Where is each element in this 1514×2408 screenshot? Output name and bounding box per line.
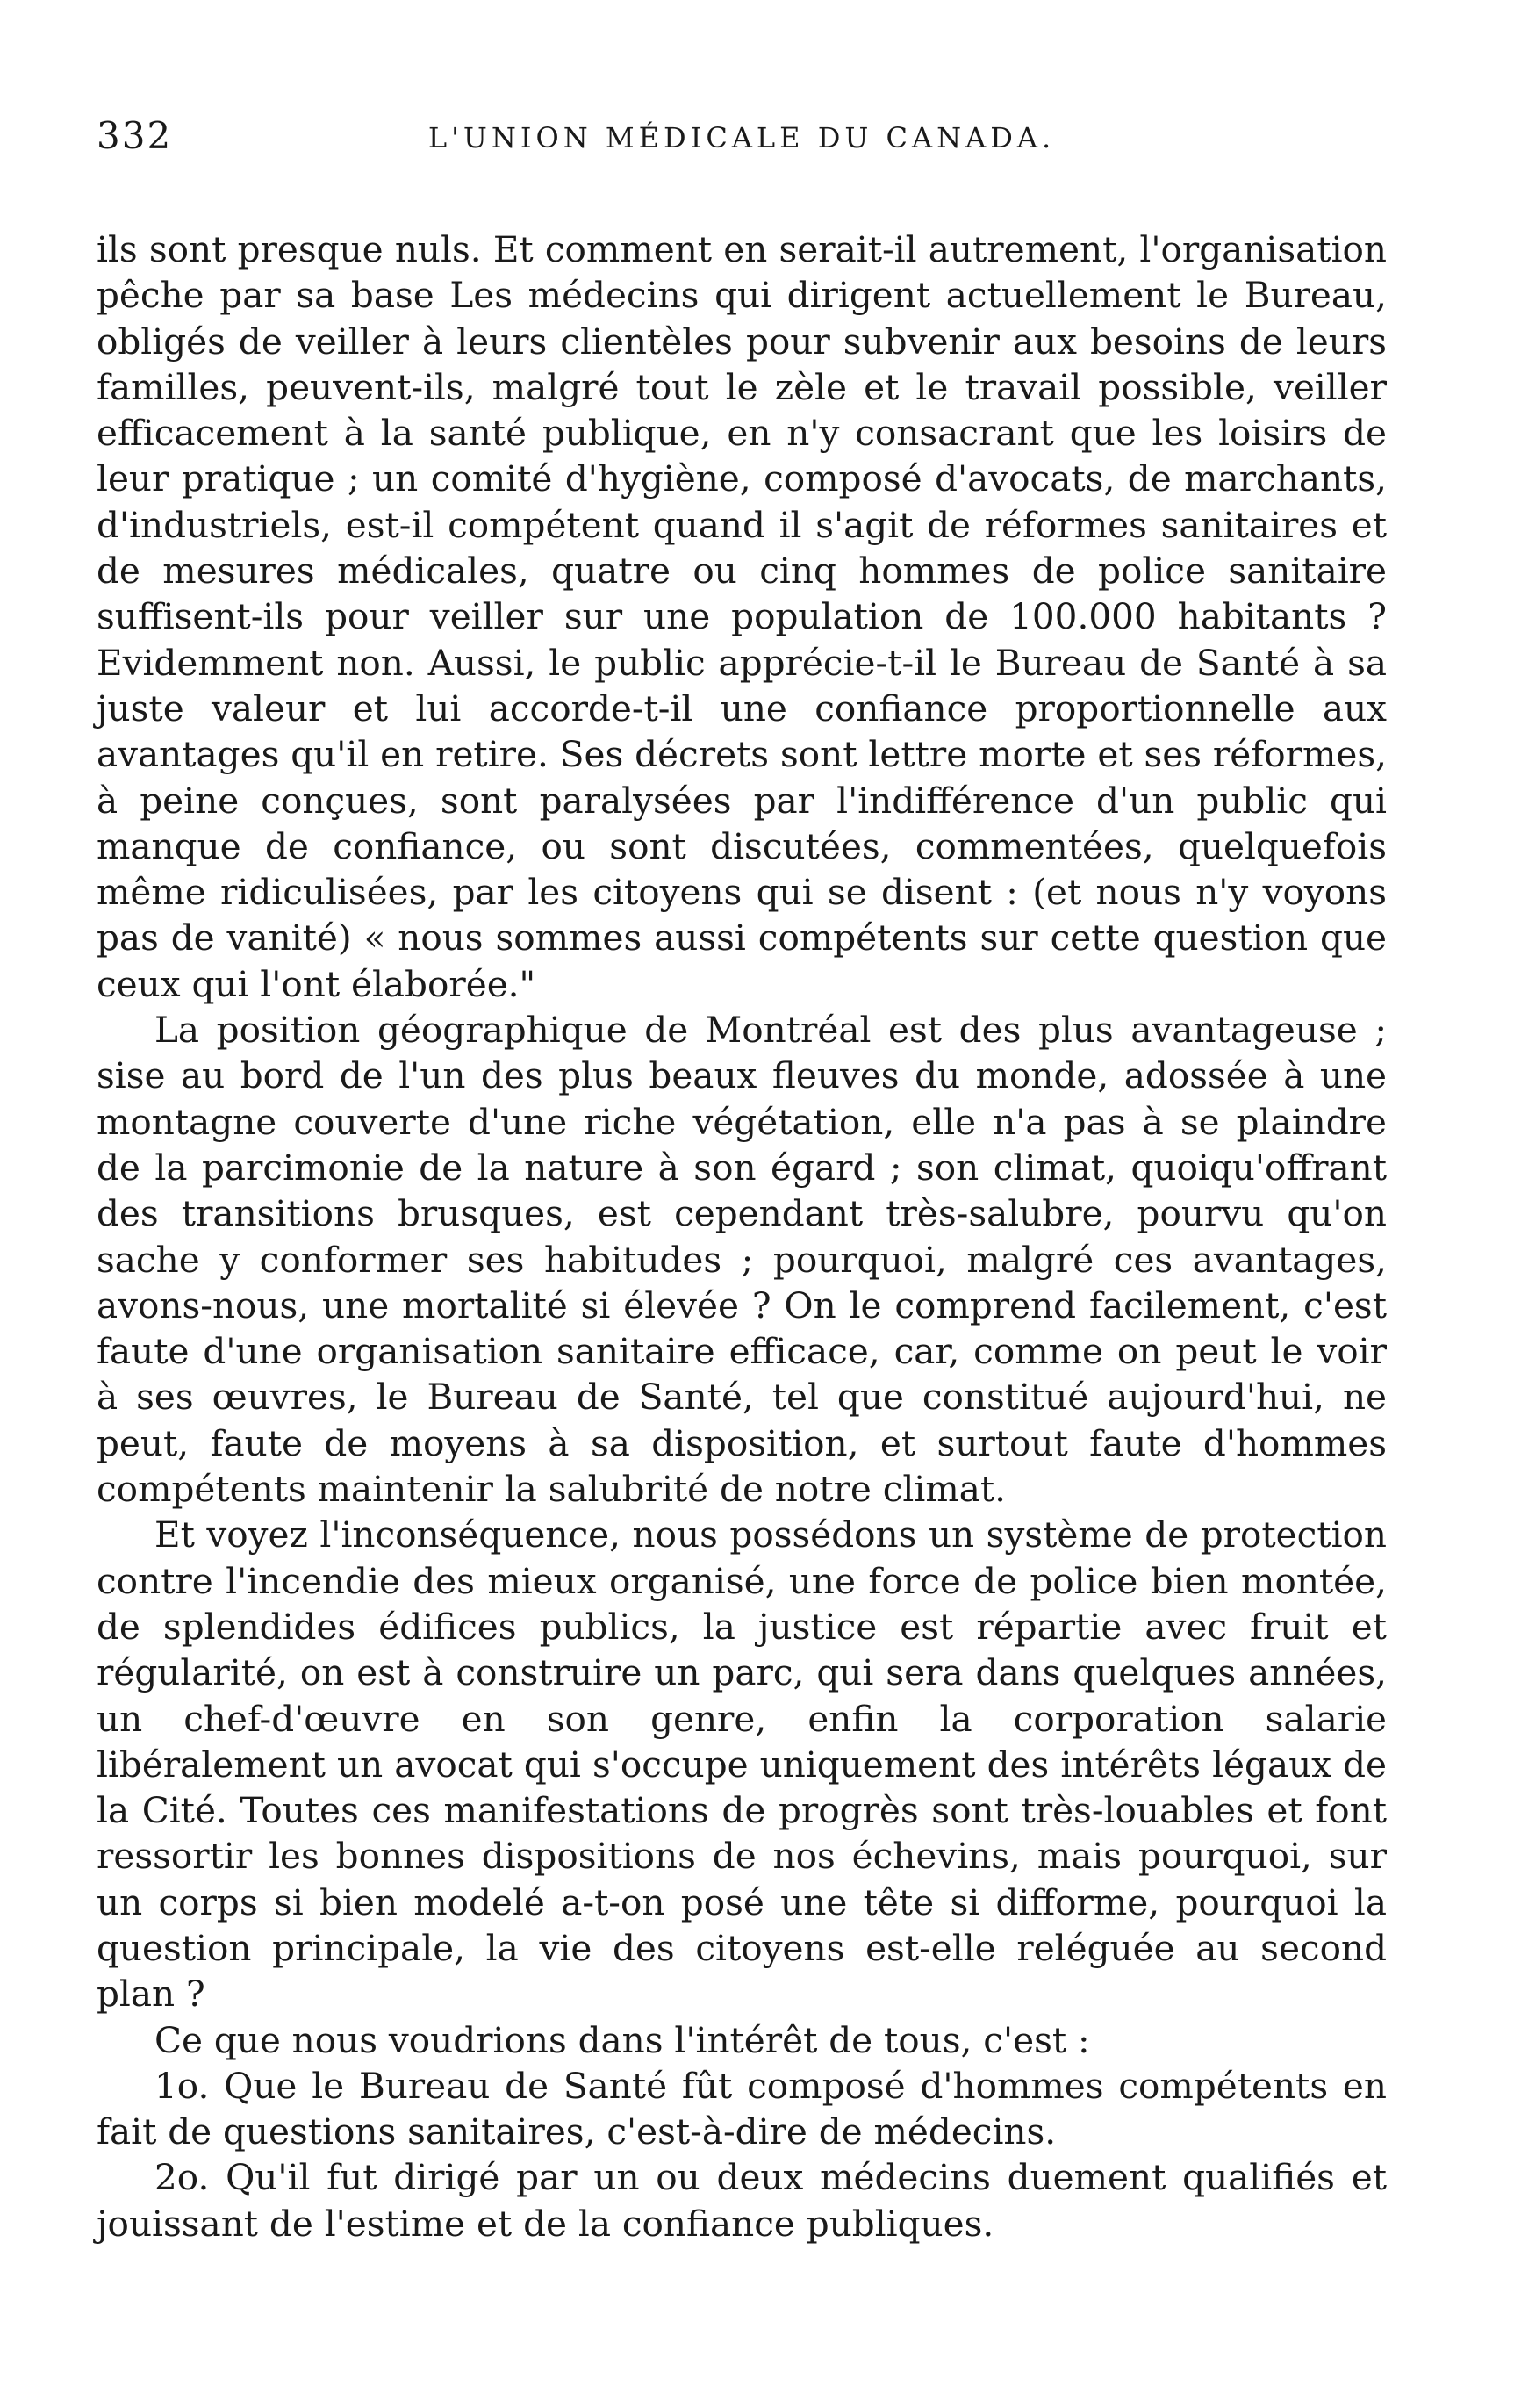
page-header [97, 114, 1387, 176]
paragraph-inconsequence: Et voyez l'inconséquence, nous possédons un système de protection contre l'incendie des mieux organisé, une force de police bien montée, de splendides édifices publics, la justice est répartie avec fruit et régularité, on est à construire un parc, qui sera dans quelques années, un chef-d'œuvre en son genre, enfin la corporation salarie libéralement un avocat qui s'occupe uniquement des intérêts légaux de la Cité. Toutes ces manifestations de progrès sont très-louables et font ressortir les bonnes dispositions de nos échevins, mais pourquoi, sur un corps si bien modelé a-t-on posé une tête si difforme, pourquoi la question principale, la vie des citoyens est-elle reléguée au second plan ? [97, 1513, 1387, 2016]
paragraph-geography: La position géographique de Montréal est des plus avantageuse ; sise au bord de l'un des plus beaux fleuves du monde, adossée à une montagne couverte d'une riche végétation, elle n'a pas à se plaindre de la parcimonie de la nature à son égard ; son climat, quoiqu'offrant des transitions brusques, est cependant très-salubre, pourvu qu'on sache y conformer ses habitudes ; pourquoi, malgré ces avantages, avons-nous, une mortalité si élevée ? On le comprend facilement, c'est faute d'une organisation sanitaire efficace, car, comme on peut le voir à ses œuvres, le Bureau de Santé, tel que constitué aujourd'hui, ne peut, faute de moyens à sa disposition, et surtout faute d'hommes compétents maintenir la salubrité de notre climat. [97, 1009, 1387, 1511]
page-number: 332 [97, 114, 173, 157]
running-title: L'UNION MÉDICALE DU CANADA. [427, 121, 1056, 155]
document-page [97, 114, 1387, 2246]
body-text [97, 226, 1387, 2246]
proposal-item-2: 2o. Qu'il fut dirigé par un ou deux médecins duement qualifiés et jouissant de l'estime et de la confiance publiques. [97, 2156, 1387, 2245]
paragraph-proposal-intro: Ce que nous voudrions dans l'intérêt de tous, c'est : [154, 2018, 1090, 2061]
proposal-item-1: 1o. Que le Bureau de Santé fût composé d'hommes compétents en fait de questions sanitaires, c'est-à-dire de médecins. [97, 2064, 1387, 2153]
paragraph-continuation: ils sont presque nuls. Et comment en serait-il autrement, l'organisation pêche par sa base Les médecins qui dirigent actuellement le Bureau, obligés de veiller à leurs clientèles pour subvenir aux besoins de leurs familles, peuvent-ils, malgré tout le zèle et le travail possible, veiller efficacement à la santé publique, en n'y consacrant que les loisirs de leur pratique ; un comité d'hygiène, composé d'avocats, de marchants, d'industriels, est-il compétent quand il s'agit de réformes sanitaires et de mesures médicales, quatre ou cinq hommes de police sanitaire suffisent-ils pour veiller sur une population de 100.000 habitants ? Evidemment non. Aussi, le public apprécie-t-il le Bureau de Santé à sa juste valeur et lui accorde-t-il une confiance proportionnelle aux avantages qu'il en retire. Ses décrets sont lettre morte et ses réformes, à peine conçues, sont paralysées par l'indifférence d'un public qui manque de confiance, ou sont discutées, commentées, quelquefois même ridiculisées, par les citoyens qui se disent : (et nous n'y voyons pas de vanité) « nous sommes aussi compétents sur cette question que ceux qui l'ont élaborée." [97, 228, 1387, 1005]
